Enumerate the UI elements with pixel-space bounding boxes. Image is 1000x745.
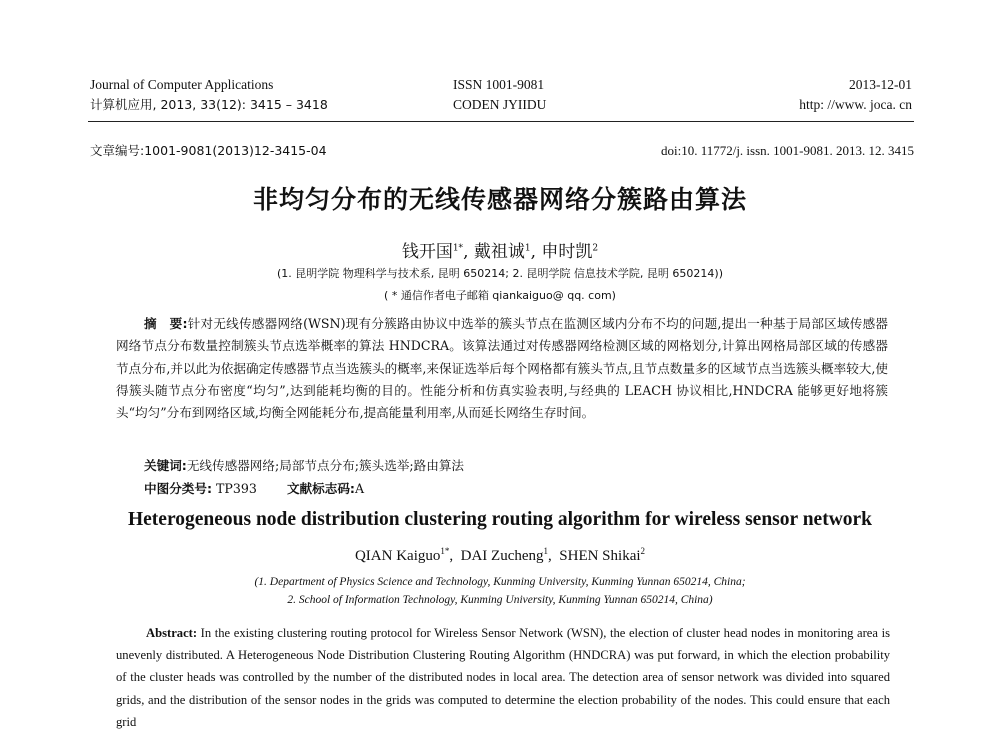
journal-name-cn: 计算机应用, 2013, 33(12): 3415 – 3418 [90,97,328,112]
title-cn: 非均匀分布的无线传感器网络分簇路由算法 [252,185,747,214]
author-en-2-sup: 1 [543,546,549,556]
author-en-2: DAI Zucheng [460,548,544,564]
corresponding-email-cn: ( * 通信作者电子邮箱 qiankaiguo@ qq. com) [384,289,616,302]
abstract-en [116,622,890,733]
authors-en: QIAN Kaiguo$^{1*}$, DAI Zucheng$^1$, SHEN Shikai$^2$ [354,546,646,564]
author-cn-1: 钱开国 [401,242,453,262]
author-separator: , [463,242,474,262]
author-cn-2-sup: 1 [524,243,531,254]
pub-date: 2013-12-01 [849,77,912,92]
author-cn-1-sup: 1* [452,243,464,254]
author-en-1-sup: 1* [440,546,450,556]
abstract-cn [116,313,888,424]
article-number: 文章编号:1001-9081(2013)12-3415-04 [90,143,327,158]
class-label: 中图分类号: [144,481,213,496]
journal-name-en: Journal of Computer Applications [90,77,274,92]
authors-cn [0,237,1000,262]
affiliation-en-2: 2. School of Information Technology, Kunming University, Kunming Yunnan 650214, China) [287,594,713,606]
coden: CODEN JYIIDU [453,97,547,112]
abstract-en-label: Abstract: [146,626,198,640]
title-en: Heterogeneous node distribution clustering routing algorithm for wireless sensor network [127,509,873,530]
doc-code-value: A [354,481,365,496]
author-en-3: SHEN Shikai [559,548,641,564]
abstract-cn-label: 摘 要: [144,316,188,331]
journal-url[interactable]: http: //www. joca. cn [799,97,912,112]
classification-cn [144,478,888,500]
affiliation-en-1: (1. Department of Physics Science and Technology, Kunming University, Kunming Yunnan 650214, China; [254,576,746,588]
author-en-3-sup: 2 [640,546,646,556]
affiliation-cn: (1. 昆明学院 物理科学与技术系, 昆明 650214; 2. 昆明学院 信息技术学院, 昆明 650214)) [276,267,723,280]
author-cn-3: 申时凯 [541,242,593,262]
issn: ISSN 1001-9081 [453,77,545,92]
keywords-cn-label: 关键词: [144,458,187,473]
abstract-cn-text: 针对无线传感器网络(WSN)现有分簇路由协议中选举的簇头节点在监测区域内分布不均的问题,提出一种基于局部区域传感器网络节点分布数量控制簇头节点选举概率的算法 HNDCRA。该算法通过对传感器网络检测区域的网格划分,计算出网格局部区域的传感器节点分布,并以此为依据确定传感器节点当选簇头的概率,来保证选举后每个网格都有簇头节点,且节点数量多的区域节点当选簇头概率较大,使得簇头随节点分布密度“均匀”,达到能耗均衡的目的。性能分析和仿真实验表明,与经典的 LEACH 协议相比,HNDCRA 能够更好地将簇头“均匀”分布到网络区域,均衡全网能耗分布,提高能量利用率,从而延长网络生存时间。 [116,316,889,421]
keywords-cn-text: 无线传感器网络;局部节点分布;簇头选举;路由算法 [186,458,465,473]
author-en-1: QIAN Kaiguo [354,548,441,564]
header-rule [88,121,914,122]
doi[interactable]: doi:10. 11772/j. issn. 1001-9081. 2013. 12. 3415 [660,143,914,158]
doc-code-label: 文献标志码: [286,481,355,496]
author-cn-2: 戴祖诚 [473,242,525,262]
abstract-en-text: In the existing clustering routing protocol for Wireless Sensor Network (WSN), the election of cluster head nodes in monitoring area is unevenly distributed. A Heterogeneous Node Distribution Clustering Routing Algorithm (HNDCRA) was put forward, in which the election probability of the cluster heads was controlled by the number of the distributed nodes in local area. The detection area of sensor network was divided into squared grids, and the distribution of the sensor nodes in the grids was computed to determine the election probability of the nodes. This could ensure that each grid [116,626,890,729]
author-cn-3-sup: 2 [592,243,599,254]
author-separator: , [530,242,542,262]
class-value: TP393 [216,481,257,496]
keywords-cn [144,455,888,477]
